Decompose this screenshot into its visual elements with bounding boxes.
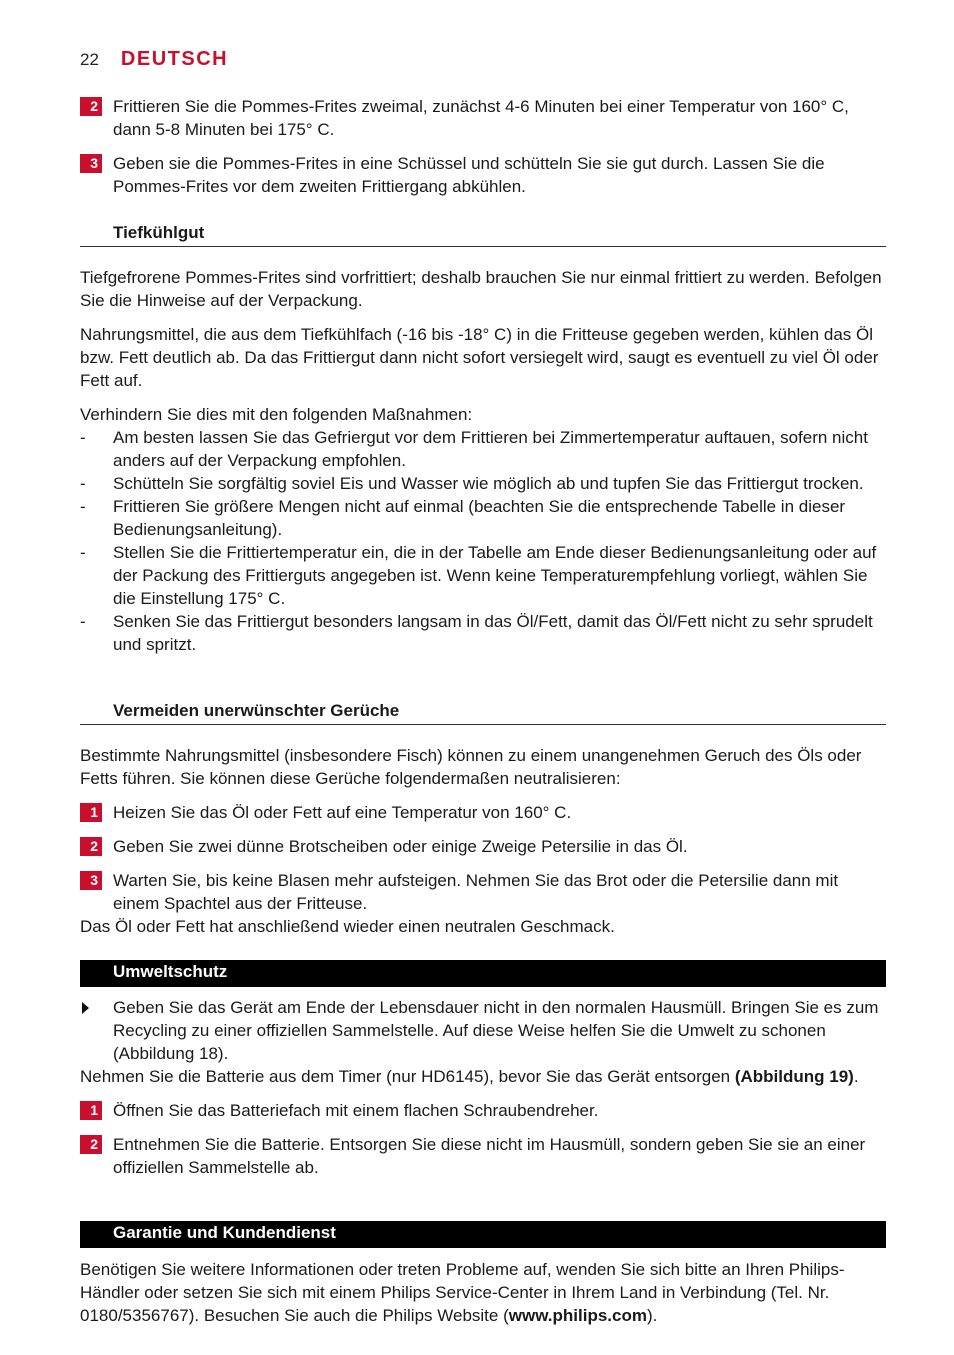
paragraph: Bestimmte Nahrungsmittel (insbesondere Fisch) können zu einem unangenehmen Geruch des Öls oder Fetts führen. Sie können diese Gerüche folgendermaßen neutralisieren: <box>80 746 862 788</box>
step-number-badge: 3 <box>80 871 102 890</box>
list-item-text: Frittieren Sie größere Mengen nicht auf einmal (beachten Sie die entsprechende Tabelle in dieser Bedienungsanleitung). <box>113 497 846 539</box>
step-number-badge: 2 <box>80 837 102 856</box>
top-steps <box>80 95 888 198</box>
page-number: 22 <box>80 50 99 69</box>
step-text: Entnehmen Sie die Batterie. Entsorgen Sie diese nicht im Hausmüll, sondern geben Sie sie an einer offiziellen Sammelstelle ab. <box>113 1135 866 1177</box>
step-item <box>80 801 888 824</box>
list-item-text: Schütteln Sie sorgfältig soviel Eis und Wasser wie möglich ab und tupfen Sie das Frittiergut trocken. <box>113 474 864 493</box>
dash-marker: - <box>80 612 86 631</box>
bullet-list <box>80 426 888 656</box>
section-heading-text: Vermeiden unerwünschter Gerüche <box>113 701 400 720</box>
arrow-bullet-text: Geben Sie das Gerät am Ende der Lebensdauer nicht in den normalen Hausmüll. Bringen Sie es zum Recycling zu einer offiziellen Sammelstelle. Auf diese Weise helfen Sie die Umwelt zu schonen (Abbildung 18). <box>113 998 879 1063</box>
list-item <box>80 610 888 656</box>
arrow-bullet-icon <box>80 996 113 1019</box>
step-text: Öffnen Sie das Batteriefach mit einem flachen Schraubendreher. <box>113 1101 599 1120</box>
sentence-end: ). <box>646 1306 658 1325</box>
page-header <box>80 48 228 71</box>
section-bar-title: Umweltschutz <box>113 962 228 981</box>
step-text: Warten Sie, bis keine Blasen mehr aufsteigen. Nehmen Sie das Brot oder die Petersilie dann mit einem Spachtel aus der Fritteuse. <box>113 871 839 913</box>
step-item <box>80 152 888 198</box>
list-item-text: Am besten lassen Sie das Gefriergut vor dem Frittieren bei Zimmertemperatur auftauen, sofern nicht anders auf der Verpackung empfohlen. <box>113 428 868 470</box>
step-number-badge: 1 <box>80 1101 102 1120</box>
section-heading-tiefkuehlgut <box>80 225 886 247</box>
garantie-text: Benötigen Sie weitere Informationen oder treten Probleme auf, wenden Sie sich bitte an Ihren Philips-Händler oder setzen Sie sich mit einem Philips Service-Center in Ihrem Land in Verbindung (Tel. Nr. 0180/5356767). Besuchen Sie auch die Philips Website ( <box>80 1260 845 1325</box>
section-heading-text: Tiefkühlgut <box>113 223 205 242</box>
battery-text: Nehmen Sie die Batterie aus dem Timer (nur HD6145), bevor Sie das Gerät entsorgen <box>80 1067 735 1086</box>
step-list <box>80 801 888 915</box>
list-item <box>80 472 888 495</box>
step-number-badge: 2 <box>80 97 102 116</box>
list-item <box>80 541 888 610</box>
figure-reference: (Abbildung 19) <box>734 1067 854 1086</box>
paragraph: Nahrungsmittel, die aus dem Tiefkühlfach (-16 bis -18° C) in die Fritteuse gegeben werden, kühlen das Öl bzw. Fett deutlich ab. Da das Frittiergut dann nicht sofort versiegelt wird, saugt es eventuell zu viel Öl oder Fett auf. <box>80 325 879 390</box>
dash-marker: - <box>80 428 86 447</box>
step-item <box>80 1099 888 1122</box>
section-heading-gerueche <box>80 703 886 725</box>
step-item <box>80 1133 888 1179</box>
paragraph <box>80 1065 888 1088</box>
step-item <box>80 835 888 858</box>
paragraph: Das Öl oder Fett hat anschließend wieder einen neutralen Geschmack. <box>80 917 615 936</box>
dash-marker: - <box>80 497 86 516</box>
step-item <box>80 95 888 141</box>
tiefkuehlgut-body <box>80 266 888 656</box>
step-number-badge: 3 <box>80 154 102 173</box>
website-link[interactable]: www.philips.com <box>508 1306 647 1325</box>
umweltschutz-body <box>80 996 888 1179</box>
paragraph <box>80 1258 888 1327</box>
section-bar-garantie <box>80 1221 886 1248</box>
gerueche-body <box>80 744 888 938</box>
sentence-end: . <box>853 1067 859 1086</box>
step-list <box>80 1099 888 1179</box>
dash-marker: - <box>80 474 86 493</box>
list-item-text: Stellen Sie die Frittiertemperatur ein, die in der Tabelle am Ende dieser Bedienungsanleitung oder auf der Packung des Frittierguts angegeben ist. Wenn keine Temperaturempfehlung vorliegt, wählen Sie die Einstellung 175° C. <box>113 543 877 608</box>
step-number-badge: 2 <box>80 1135 102 1154</box>
list-item <box>80 426 888 472</box>
step-text: Geben Sie zwei dünne Brotscheiben oder einige Zweige Petersilie in das Öl. <box>113 837 688 856</box>
step-text: Frittieren Sie die Pommes-Frites zweimal, zunächst 4-6 Minuten bei einer Temperatur von 160° C, dann 5-8 Minuten bei 175° C. <box>113 97 849 139</box>
section-bar-title: Garantie und Kundendienst <box>113 1223 336 1242</box>
step-number-badge: 1 <box>80 803 102 822</box>
step-text: Heizen Sie das Öl oder Fett auf eine Temperatur von 160° C. <box>113 803 572 822</box>
language-title: DEUTSCH <box>120 48 229 70</box>
paragraph: Tiefgefrorene Pommes-Frites sind vorfrittiert; deshalb brauchen Sie nur einmal frittiert zu werden. Befolgen Sie die Hinweise auf der Verpackung. <box>80 268 882 310</box>
list-item-text: Senken Sie das Frittiergut besonders langsam in das Öl/Fett, damit das Öl/Fett nicht zu sehr sprudelt und spritzt. <box>113 612 873 654</box>
dash-marker: - <box>80 543 86 562</box>
section-bar-umweltschutz <box>80 960 886 987</box>
paragraph: Verhindern Sie dies mit den folgenden Maßnahmen: <box>80 405 473 424</box>
step-item <box>80 869 888 915</box>
step-text: Geben sie die Pommes-Frites in eine Schüssel und schütteln Sie sie gut durch. Lassen Sie die Pommes-Frites vor dem zweiten Frittiergang abkühlen. <box>113 154 825 196</box>
arrow-bullet-item <box>80 996 888 1065</box>
garantie-body <box>80 1258 888 1327</box>
list-item <box>80 495 888 541</box>
